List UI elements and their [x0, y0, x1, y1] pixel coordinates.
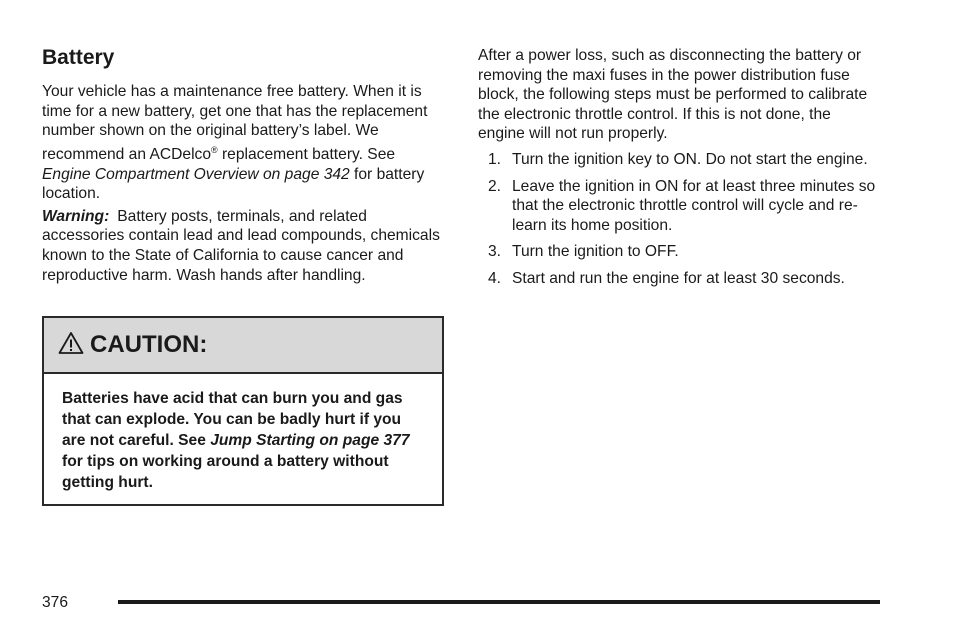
step-text: Start and run the engine for at least 30 seconds. [512, 269, 845, 287]
intro-text-2: replacement battery. See [217, 145, 396, 163]
caution-text-1: Batteries have acid that can burn you and gas that can explode. You can be badly hurt if you are not careful. See [62, 390, 403, 449]
intro-paragraph [42, 82, 446, 204]
calibration-steps [478, 150, 878, 289]
left-column [42, 44, 446, 285]
page-number: 376 [42, 594, 69, 611]
step-item [478, 242, 878, 262]
caution-body [44, 374, 442, 493]
step-text: Leave the ignition in ON for at least three minutes so that the electronic throttle control will cycle and re-learn its home position. [512, 177, 876, 234]
caution-title: CAUTION: [90, 331, 208, 358]
caution-header [44, 318, 442, 374]
right-column [478, 46, 878, 296]
caution-text-2: for tips on working around a battery without getting hurt. [62, 453, 389, 491]
warning-label: Warning: [42, 207, 110, 225]
step-number: 3. [488, 243, 502, 261]
caution-box [42, 316, 444, 506]
engine-compartment-reference: Engine Compartment Overview on page 342 [42, 165, 350, 183]
step-text: Turn the ignition key to ON. Do not start the engine. [512, 150, 868, 168]
intro-text-1: Your vehicle has a maintenance free battery. When it is time for a new battery, get one that has the replacement number shown on the original battery’s label. We recommend an ACDelco [42, 83, 428, 163]
step-number: 1. [488, 150, 502, 168]
step-text: Turn the ignition to OFF. [512, 243, 679, 261]
calibration-intro: After a power loss, such as disconnecting the battery or removing the maxi fuses in the power distribution fuse block, the following steps must be performed to calibrate the electronic throttle control. If this is not done, the engine will not run properly. [478, 47, 868, 143]
step-number: 2. [488, 177, 502, 195]
jump-starting-reference: Jump Starting on page 377 [210, 432, 410, 449]
step-item [478, 150, 878, 170]
intro-text-3: for battery location. [42, 165, 425, 203]
section-title: Battery [42, 46, 115, 69]
footer-rule [118, 600, 880, 604]
step-number: 4. [488, 269, 502, 287]
registered-mark: ® [211, 144, 218, 155]
step-item [478, 269, 878, 289]
warning-text: Battery posts, terminals, and related accessories contain lead and lead compounds, chemicals known to the State of California to cause cancer and reproductive harm. Wash hands after handling. [42, 207, 440, 284]
warning-triangle-icon [58, 331, 84, 355]
warning-paragraph [42, 207, 446, 285]
step-item [478, 177, 878, 236]
